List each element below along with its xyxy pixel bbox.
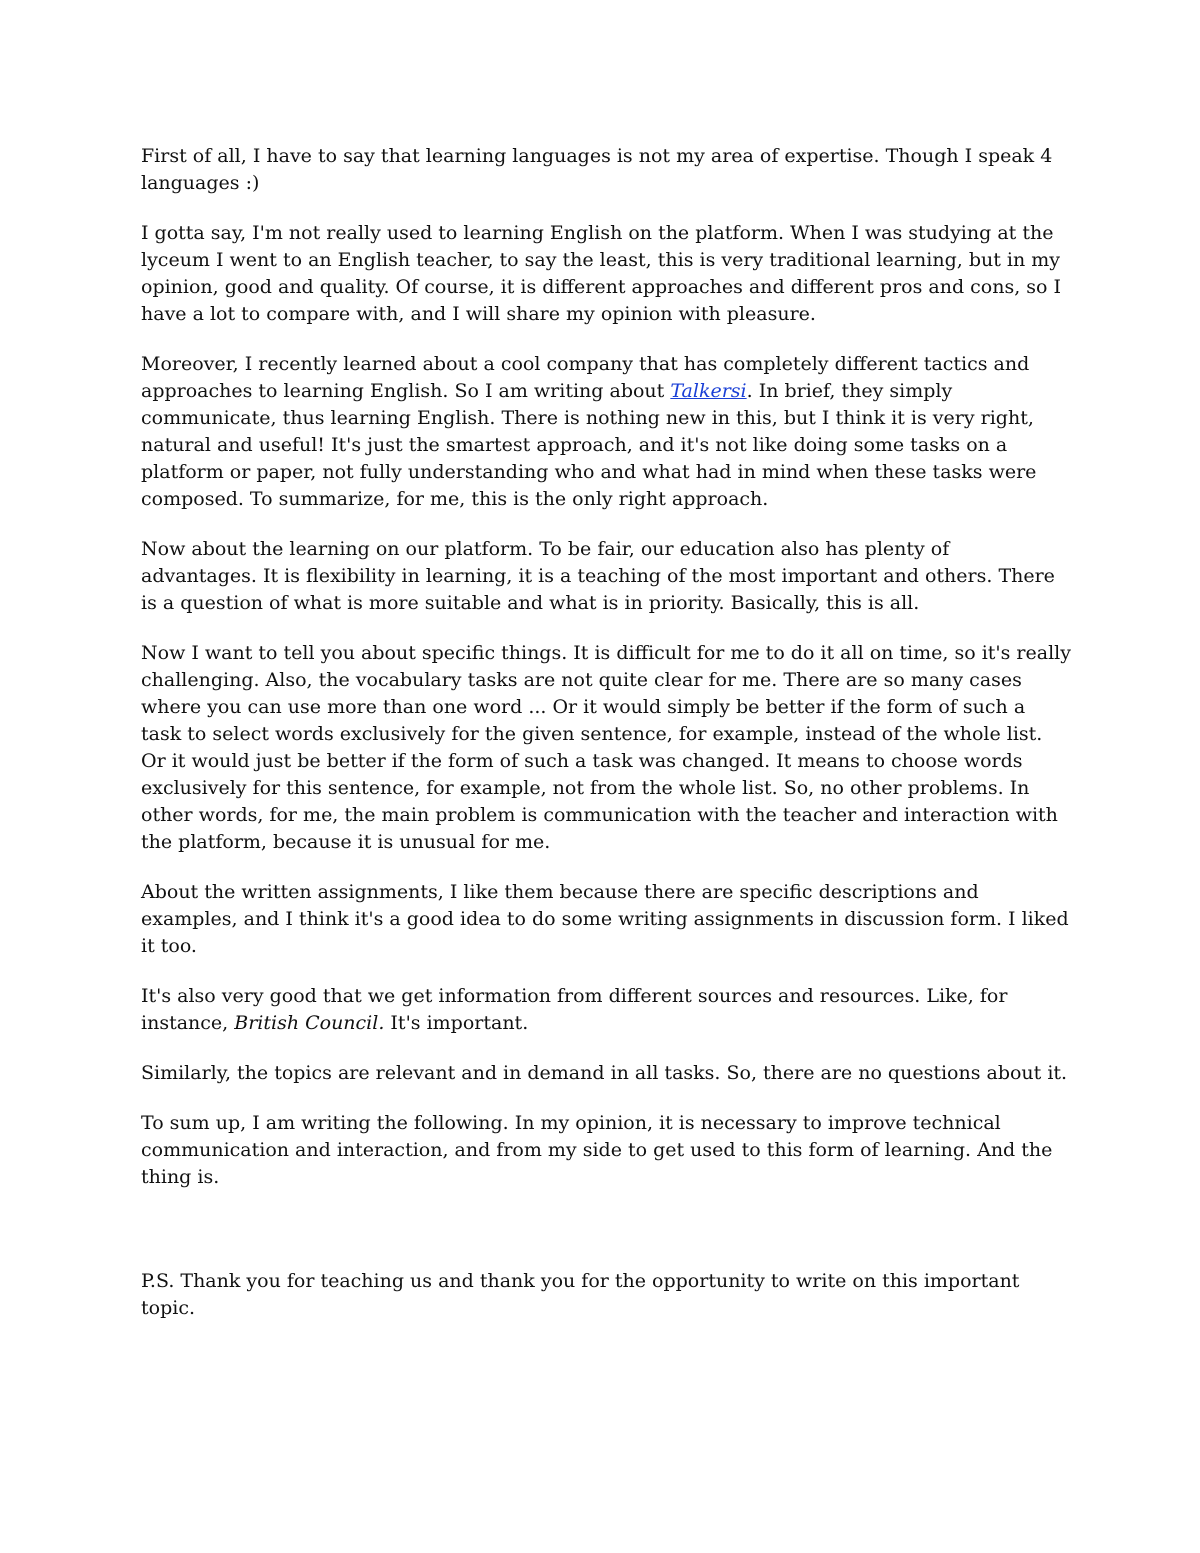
talkersi-link[interactable]: Talkersi (670, 380, 747, 402)
paragraph-company-text-after: . In brief, they simply communicate, thus learning English. There is nothing new in this, but I think it is very right, natural and useful! It's just the smartest approach, and it's not like doing some tasks on a platform or paper, not fully understanding who and what had in mind when these tasks were composed. To summarize, for me, this is the only right approach. (141, 380, 1037, 510)
paragraph-intro: First of all, I have to say that learning languages is not my area of expertise. Though I speak 4 languages :) (141, 145, 1053, 194)
paragraph-written-assignments: About the written assignments, I like them because there are specific descriptions and examples, and I think it's a good idea to do some writing assignments in discussion form. I liked it too. (141, 881, 1069, 957)
paragraph-company (141, 351, 1071, 513)
british-council-emphasis: British Council. (234, 1012, 385, 1034)
paragraph-postscript: P.S. Thank you for teaching us and thank you for the opportunity to write on this important topic. (141, 1270, 1020, 1319)
paragraph-sources (141, 983, 1071, 1037)
paragraph-platform-experience: I gotta say, I'm not really used to learning English on the platform. When I was studying at the lyceum I went to an English teacher, to say the least, this is very traditional learning, but in my opinion, good and quality. Of course, it is different approaches and different pros and cons, so I have a lot to compare with, and I will share my opinion with pleasure. (141, 222, 1062, 325)
paragraph-company-text-before: Moreover, I recently learned about a cool company that has completely different tactics and approaches to learning English. So I am writing about (141, 353, 1030, 402)
paragraph-summary: To sum up, I am writing the following. In my opinion, it is necessary to improve technical communication and interaction, and from my side to get used to this form of learning. And the thing is. (141, 1112, 1053, 1188)
paragraph-sources-text-before: It's also very good that we get information from different sources and resources. Like, for instance, (141, 985, 1008, 1034)
paragraph-specific-things: Now I want to tell you about specific things. It is difficult for me to do it all on time, so it's really challenging. Also, the vocabulary tasks are not quite clear for me. There are so many cases where you can use more than one word ... Or it would simply be better if the form of such a task to select words exclusively for the given sentence, for example, instead of the whole list. Or it would just be better if the form of such a task was changed. It means to choose words exclusively for this sentence, for example, not from the whole list. So, no other problems. In other words, for me, the main problem is communication with the teacher and interaction with the platform, because it is unusual for me. (141, 642, 1071, 853)
document-body (141, 143, 1071, 1345)
paragraph-sources-text-after: It's important. (384, 1012, 529, 1034)
paragraph-learning-platform: Now about the learning on our platform. To be fair, our education also has plenty of advantages. It is flexibility in learning, it is a teaching of the most important and others. There is a question of what is more suitable and what is in priority. Basically, this is all. (141, 538, 1055, 614)
paragraph-topics: Similarly, the topics are relevant and in demand in all tasks. So, there are no questions about it. (141, 1062, 1068, 1084)
